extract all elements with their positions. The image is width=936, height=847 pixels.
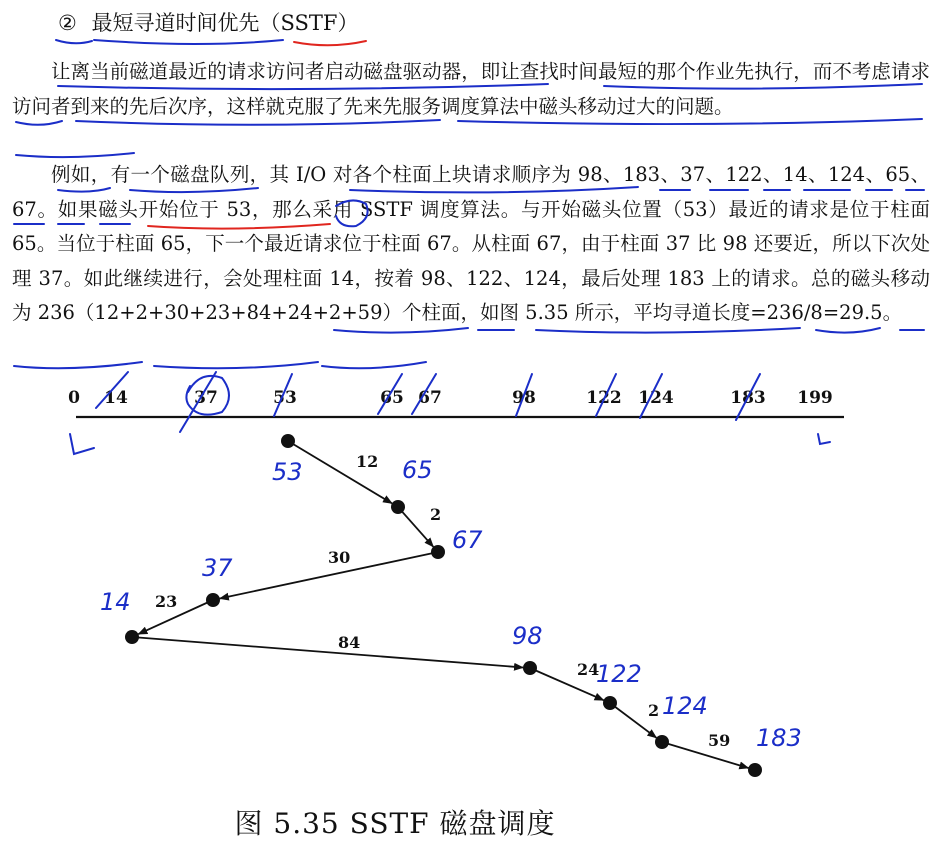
distance-label: 24 — [577, 660, 600, 679]
distance-label: 2 — [648, 701, 660, 720]
handwritten-label-98: 98 — [512, 622, 543, 650]
axis-tick-124: 124 — [638, 388, 674, 408]
seek-point-124 — [655, 735, 669, 749]
seek-point-67 — [431, 545, 445, 559]
axis-tick-183: 183 — [730, 388, 766, 408]
handwritten-label-14: 14 — [100, 588, 131, 616]
seek-distances — [155, 452, 730, 750]
distance-label: 23 — [155, 592, 178, 611]
seek-point-122 — [603, 696, 617, 710]
handwritten-label-122: 122 — [596, 660, 642, 688]
heading-marker: ② — [58, 11, 77, 35]
seek-point-65 — [391, 500, 405, 514]
handwritten-underlines — [14, 40, 924, 368]
axis-tick-37: 37 — [194, 388, 218, 408]
distance-label: 2 — [430, 505, 442, 524]
axis-tick-67: 67 — [418, 388, 442, 408]
axis-tick-122: 122 — [586, 388, 622, 408]
handwritten-label-65: 65 — [402, 456, 433, 484]
axis-tick-0: 0 — [68, 388, 80, 408]
distance-label: 59 — [708, 731, 731, 750]
seek-point-98 — [523, 661, 537, 675]
axis-tick-14: 14 — [104, 388, 128, 408]
paragraph-example: 例如，有一个磁盘队列，其 I/O 对各个柱面上块请求顺序为 98、183、37、122、14、124、65、67。如果磁头开始位于 53，那么采用 SSTF 调度算法。与开始磁头位置（53）最近的请求是位于柱面 65。当位于柱面 65，下一个最近请求位于柱面 67。从柱面 67，由于柱面 37 比 98 还要近，所以下次处理 37。如此继续进行，会处理柱面 14，按着 98、122、124，最后处理 183 上的请求。总的磁头移动为 236（12+2+30+23+84+24+2+59）个柱面，如图 5.35 所示，平均寻道长度=236/8=29.5。 — [12, 163, 930, 324]
seek-points — [125, 434, 762, 777]
axis-tick-98: 98 — [512, 388, 536, 408]
handwritten-label-53: 53 — [272, 458, 303, 486]
axis-tick-199: 199 — [797, 388, 833, 408]
handwritten-label-37: 37 — [202, 554, 233, 582]
handwritten-label-183: 183 — [756, 724, 802, 752]
handwritten-label-67: 67 — [452, 526, 483, 554]
seek-segment — [132, 637, 523, 668]
axis-tick-53: 53 — [273, 388, 297, 408]
distance-label: 30 — [328, 548, 351, 567]
distance-label: 12 — [356, 452, 379, 471]
seek-segment — [662, 742, 748, 768]
seek-point-37 — [206, 593, 220, 607]
seek-segment — [288, 441, 392, 503]
seek-point-14 — [125, 630, 139, 644]
distance-label: 84 — [338, 633, 361, 652]
axis-tick-65: 65 — [380, 388, 404, 408]
tick-strike-marks — [70, 372, 830, 454]
seek-segment — [398, 507, 433, 547]
handwritten-label-124: 124 — [662, 692, 708, 720]
paragraph-definition: 让离当前磁道最近的请求访问者启动磁盘驱动器，即让查找时间最短的那个作业先执行，而不考虑请求访问者到来的先后次序，这样就克服了先来先服务调度算法中磁头移动过大的问题。 — [12, 60, 930, 118]
figure-caption: 图 5.35 SSTF 磁盘调度 — [234, 807, 556, 840]
heading-text: 最短寻道时间优先（SSTF） — [91, 11, 359, 35]
seek-point-183 — [748, 763, 762, 777]
axis-tick-labels — [68, 388, 833, 408]
seek-point-53 — [281, 434, 295, 448]
